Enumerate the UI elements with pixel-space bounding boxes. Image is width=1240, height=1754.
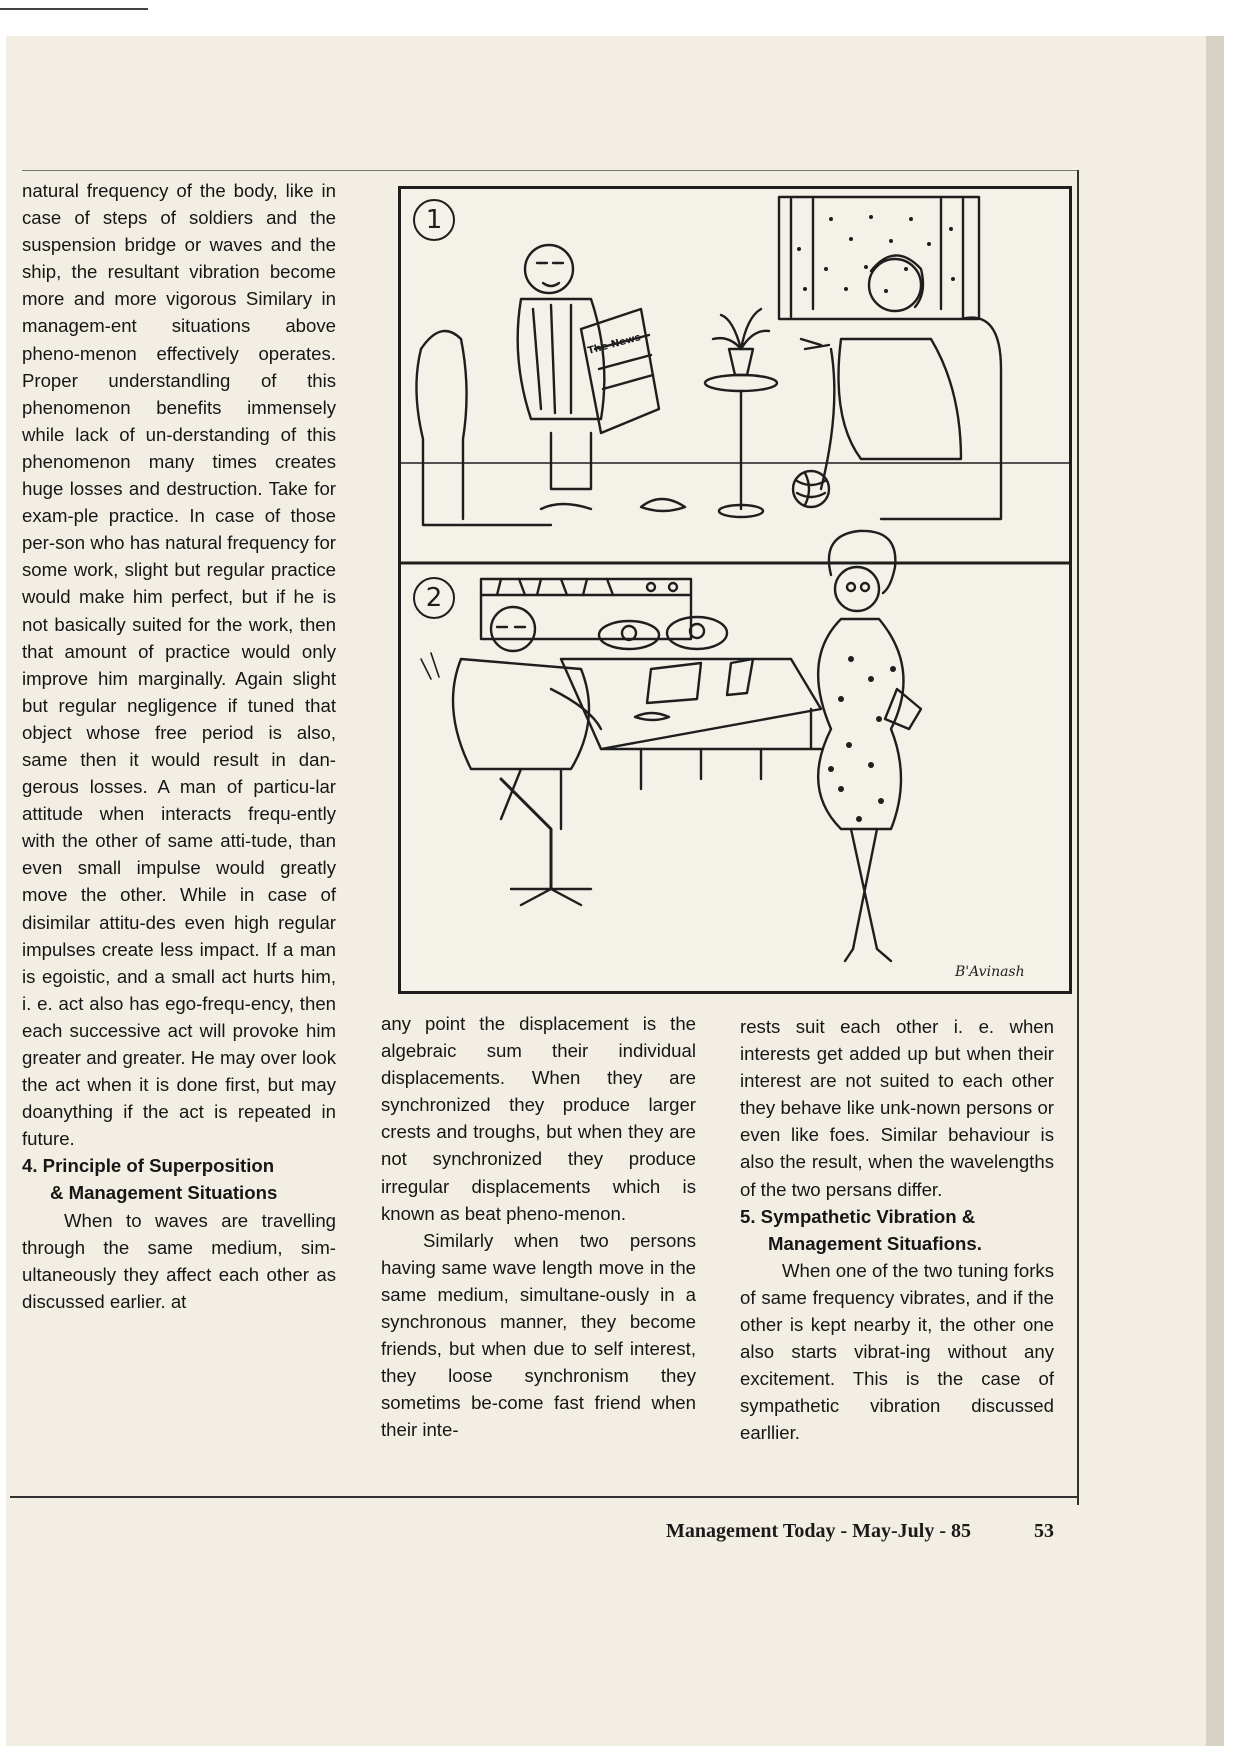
artist-signature: B'Avinash <box>955 964 1025 980</box>
yarn-ball-icon <box>793 471 829 507</box>
section-heading-5 <box>740 1203 1054 1257</box>
section-heading-4 <box>22 1152 336 1206</box>
paragraph: any point the displacement is the algebraic sum their individual displacements. When they are synchronized they produce larger crests and troughs, but when they are not synchronized they produce irregular displacements which is known as beat pheno-menon. <box>381 1013 696 1224</box>
desk-icon <box>561 659 821 749</box>
paragraph: When to waves are travelling through the same medium, sim-ultaneously they affect each other as discussed earlier. at <box>22 1209 336 1312</box>
newspaper-icon <box>581 309 659 433</box>
paragraph: Similarly when two persons having same wave length move in the same medium, simultane-ously in a synchronous manner, they become friends, but when due to self interest, they loose synchronism they sometims be-come fast friend when their inte- <box>381 1229 696 1441</box>
heading-line: 5. Sympathetic Vibration & <box>740 1205 976 1227</box>
page-edge <box>1206 36 1224 1746</box>
filing-rack-icon <box>481 579 691 639</box>
frame-top-rule <box>22 170 1077 171</box>
cartoon-illustration <box>398 186 1072 994</box>
frame-right-rule <box>1077 170 1079 1505</box>
woman-knitting-icon <box>869 259 921 311</box>
telephone-icon <box>667 617 727 649</box>
heading-line: & Management Situations <box>50 1182 278 1204</box>
side-table-icon <box>705 375 777 391</box>
heading-line: Management Situafions. <box>768 1232 982 1254</box>
paragraph: natural frequency of the body, like in case of steps of soldiers and the suspension bridge or waves and the ship, the resultant vibration become more and more vigorous Similary in managem-ent situations above pheno-menon effectively operates. Proper understandling of this phenomenon benefits immensely while lack of un-derstanding of this phenomenon many times creates huge losses and destruction. Take for exam-ple practice. In case of those per-son who has natural frequency for some work, slight but regular practice would make him perfect, but if he is not basically suited for the work, then that amount of practice would only improve him marginally. Again slight but regular negligence if tuned that object whose free period is also, same then it would result in dan-gerous losses. A man of particu-lar attitude when interacts frequ-ently with the other of same atti-tude, than even small impulse would greatly move the other. While in case of disimilar attitu-des even high regular impulses create less impact. If a man is egoistic, and a small act hurts him, i. e. act also has ego-frequ-ency, then each successive act will provoke him greater and greater. He may over look the act when it is done first, but may doanything if the act is repeated in future. <box>22 180 336 1150</box>
cartoon-drawing <box>401 189 1069 991</box>
text-column-2 <box>381 1010 696 1444</box>
top-rule <box>0 8 148 10</box>
page-number: 53 <box>1034 1520 1054 1542</box>
window-icon <box>779 197 979 319</box>
paragraph: rests suit each other i. e. when interests get added up but when their interest are not suited to each other they behave like unk-nown persons or even like foes. Similar behaviour is also the result, when the wavelengths of the two persans differ. <box>740 1016 1054 1200</box>
text-column-1 <box>22 177 336 1315</box>
man-at-desk-icon <box>491 607 535 651</box>
vase-icon <box>729 349 753 375</box>
text-column-3 <box>740 1013 1054 1447</box>
newspaper-masthead: The News <box>586 332 643 357</box>
woman-standing-icon <box>835 567 879 611</box>
heading-line: 4. Principle of Superposition <box>22 1155 275 1177</box>
panel-number-badge: 1 <box>413 199 455 241</box>
footer-publication-title: Management Today - May-July - 85 <box>666 1520 971 1542</box>
notepad-icon <box>885 689 921 729</box>
panel-number-badge: 2 <box>413 577 455 619</box>
papers-icon <box>647 663 701 703</box>
frame-bottom-rule <box>10 1496 1078 1498</box>
armchair-icon <box>416 349 551 525</box>
paragraph: When one of the two tuning forks of same frequency vibrates, and if the other is kept nearby it, the other one also starts vibrat-ing without any excitement. This is the case of sympathetic vibration discussed earllier. <box>740 1259 1054 1444</box>
